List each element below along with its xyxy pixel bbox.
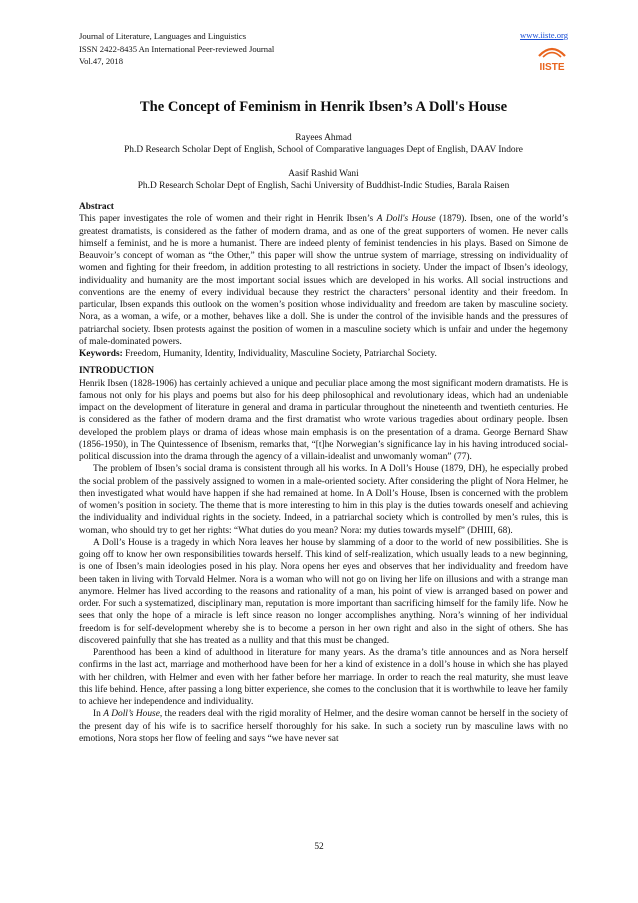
intro-paragraph-3: A Doll’s House is a tragedy in which Nora leaves her house by slamming of a door to the world of new possibilities. She is going off to know her own responsibilities towards herself. This kind of self-realization, which usually leads to a new beginning, is one of Ibsen’s main ideologies posed in his play. Nora opens her eyes and observes that her individuality and freedom have been taken in living with Torvald Helmer. Nora is a woman who will not go on living her life on illusions and with a strange man anymore. Helmer has lived according to the reasons and rationality of a man, his point of view is arranged based on power and order. For such a systematized, disciplinary man, reputation is more important than sacrificing himself for the family life. Now he sees that only the hope of a miracle is left since reason no longer accomplishes anything. Nora’s winning of her individual freedom is for self-development whereby she is to become a person in her own right and also in the sight of others. She has discovered painfully that she has treated as a nullity and that this must be changed.	[79, 537, 568, 646]
journal-volume: Vol.47, 2018	[79, 56, 124, 66]
abstract-heading: Abstract	[79, 202, 114, 212]
iiste-logo	[536, 44, 568, 74]
author-2-affiliation: Ph.D Research Scholar Dept of English, Sachi University of Buddhist-Indic Studies, Barala Raisen	[137, 181, 510, 191]
intro-paragraph-5	[79, 708, 568, 745]
journal-header	[79, 30, 274, 68]
abstract-text	[79, 213, 568, 348]
author-1-name: Rayees Ahmad	[295, 133, 352, 143]
p5-lead: In	[93, 709, 104, 720]
author-1-affiliation: Ph.D Research Scholar Dept of English, School of Comparative languages Dept of English, DAAV Indore	[124, 145, 523, 155]
p5-rest: , the readers deal with the rigid morality of Helmer, and the desire woman cannot be herself in the society of the present day of his wife is to sacrifice herself thoroughly for his sake. In such a society run by masculine laws with no emotions, Nora stops her flow of feeling and says “we have never sat	[79, 709, 568, 744]
intro-paragraph-1: Henrik Ibsen (1828-1906) has certainly achieved a unique and peculiar place among the most significant modern dramatists. He is famous not only for his plays and poems but also for his deep philosophical and revolutionary ideas, which had an undeniable impact on the development of literature in general and drama in particular throughout the nineteenth and twentieth centuries. He is considered as the father of modern drama and the first dramatist who wrote various tragedies about ordinary people. Ibsen developed the problem plays or drama of ideas whose main emphasis is on the presentation of a drama. George Bernard Shaw (1856-1950), in The Quintessence of Ibsenism, remarks that, “[t]he Norwegian’s significance lay in his having introduced social-political discussion into the drama through the agency of a villain-idealist and unwomanly woman” (77).	[79, 378, 568, 462]
paper-body	[79, 201, 568, 745]
intro-paragraph-2: The problem of Ibsen’s social drama is consistent through all his works. In A Doll’s House (1879, DH), he especially probed the social problem of the passively assigned to women in a male-oriented society. After considering the plight of Nora Helmer, he then investigated what would have happen if she had remained at home. In A Doll’s House, Ibsen is concerned with the problem of women’s position in society. The theme that is more interesting to him in this play is the duties towards oneself and achieving the individuality and individual rights in the society. Indeed, in a patriarchal society which is controlled by men’s rules, this is woman, who should try to get her rights: “What duties do you mean? Nora: my duties towards myself” (DHIII, 68).	[79, 464, 568, 536]
author-2-name: Aasif Rashid Wani	[288, 169, 359, 179]
keywords-line	[79, 348, 568, 360]
journal-website-link[interactable]: www.iiste.org	[520, 30, 568, 40]
introduction-heading: INTRODUCTION	[79, 366, 155, 377]
logo-text: IISTE	[539, 62, 565, 73]
abstract-text-rest: (1879). Ibsen, one of the world’s greatest dramatists, is considered as the father of modern drama, and as one of the great supporters of women. He never calls himself a feminist, and he is more a humanist. There are indeed plenty of feminist tendencies in his plays. Based on Simone de Beauvoir’s concept of woman as “the Other,” this paper will show the untrue system of marriage, stressing on individuality of women and fighting for their freedom, in addition protesting to all restrictions in society. Under the impact of Ibsen’s ideology, individuality and humanity are the most important social issues which are developed in his works. All social instructions and conventions are the enemy of every individual because they restrict the characters’ personal identity and their freedom. In particular, Ibsen expands this outlook on the women’s position whose individuality and freedom are taken by masculine society. Nora, as a woman, a wife, or a mother, behaves like a doll. She is under the control of the invisible hands and the pressures of patriarchal society. Ibsen protests against the position of women in a masculine society which is unfair and under the hegemony of male-dominated powers.	[79, 214, 568, 347]
abstract-text-start: This paper investigates the role of women and their right in Henrik Ibsen’s	[79, 214, 377, 225]
paper-title: The Concept of Feminism in Henrik Ibsen’s A Doll's House	[139, 99, 508, 115]
keywords-text: Freedom, Humanity, Identity, Individuality, Masculine Society, Patriarchal Society.	[125, 349, 437, 359]
page-number: 52	[314, 842, 324, 852]
intro-paragraph-4: Parenthood has been a kind of adulthood in literature for many years. As the drama’s title announces and as Nora herself confirms in the last act, marriage and motherhood have been for her a kind of existence in a doll’s house in which she has played with her children, with Helmer and even with her father before her marriage. In order to reach the real maturity, she must leave this life behind. Hence, after passing a long bitter experience, she comes to the conclusion that it is worthwhile to leave her family to achieve her independence and individuality.	[79, 648, 568, 707]
journal-issn: ISSN 2422-8435 An International Peer-reviewed Journal	[79, 43, 275, 54]
abstract-play-title: A Doll's House	[376, 214, 436, 225]
keywords-label: Keywords:	[79, 349, 123, 359]
journal-name: Journal of Literature, Languages and Linguistics	[79, 31, 247, 41]
p5-play-title: A Doll’s House	[103, 709, 160, 720]
